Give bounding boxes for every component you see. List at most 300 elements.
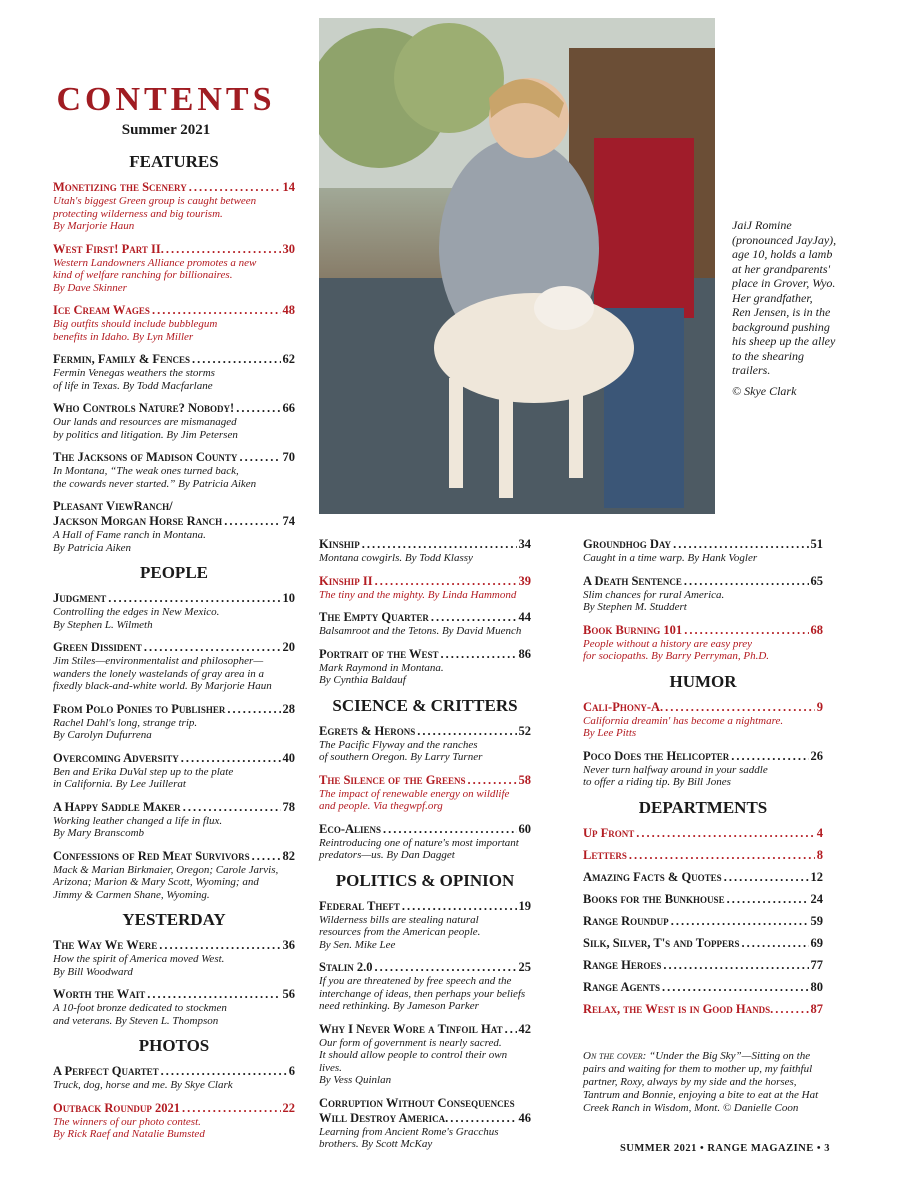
toc-entry-description: [319, 552, 531, 565]
toc-entry[interactable]: [319, 574, 531, 602]
toc-entry-title-row: [53, 938, 295, 953]
toc-entry-title: Jackson Morgan Horse Ranch: [53, 514, 223, 528]
toc-entry[interactable]: [319, 724, 531, 764]
page-title: CONTENTS: [56, 81, 276, 118]
toc-entry-description: [319, 1037, 531, 1087]
toc-entry[interactable]: [319, 610, 531, 638]
description-line: for sociopaths. By Barry Perryman, Ph.D.: [583, 650, 770, 662]
description-line: Truck, dog, horse and me. By Skye Clark: [53, 1079, 233, 1091]
toc-entry[interactable]: [53, 702, 295, 742]
dot-leader: [192, 352, 280, 367]
toc-entry-title: Ice Cream Wages: [53, 303, 150, 317]
section-departments: [583, 798, 823, 1017]
section-photos-continued: [319, 537, 531, 687]
caption-line: trailers.: [732, 363, 771, 377]
toc-entry-title: Range Heroes: [583, 957, 662, 972]
toc-entry-title-row: [53, 849, 295, 864]
toc-entry-title: A Death Sentence: [583, 573, 682, 588]
toc-entry-title: Green Dissident: [53, 640, 142, 654]
toc-entry-title: From Polo Ponies to Publisher: [53, 701, 226, 716]
toc-entry[interactable]: [53, 499, 295, 554]
dot-leader: [362, 537, 517, 552]
toc-entry-page: 24: [810, 891, 823, 906]
toc-entry[interactable]: [53, 640, 295, 693]
dot-leader: [673, 537, 808, 552]
toc-entry-title-row: [53, 591, 295, 606]
toc-entry-page: 4: [816, 825, 823, 840]
toc-entry-title-row: [53, 640, 295, 655]
toc-entry-title: Poco Does the Helicopter: [583, 748, 730, 763]
toc-entry-page: 22: [282, 1100, 295, 1115]
description-line: and veterans. By Steven L. Thompson: [53, 1014, 219, 1027]
section-features: [53, 152, 295, 554]
toc-entry-page: 20: [282, 640, 295, 654]
description-line: Balsamroot and the Tetons. By David Muench: [319, 625, 522, 637]
toc-entry-title: The Jacksons of Madison County: [53, 450, 238, 464]
dot-leader: [505, 1022, 517, 1037]
caption-line: (pronounced JayJay),: [732, 232, 837, 247]
section-heading: DEPARTMENTS: [638, 797, 768, 817]
description-line: and people. Via thegwpf.org: [319, 800, 443, 812]
dot-leader: [161, 1064, 287, 1079]
description-line: Learning from Ancient Rome's Gracchus: [319, 1125, 499, 1138]
toc-entry-description: [319, 662, 531, 687]
description-line: Montana cowgirls. By Todd Klassy: [319, 552, 473, 564]
toc-entry-title-row: [583, 623, 823, 638]
description-line: benefits in Idaho. By Lyn Miller: [53, 330, 194, 343]
dot-leader: [731, 749, 808, 764]
toc-entry-description: [319, 739, 531, 764]
description-line: By Cynthia Baldauf: [319, 674, 406, 686]
toc-entry-page: 62: [282, 352, 295, 366]
toc-entry[interactable]: [583, 892, 823, 907]
toc-entry-title-row: [53, 800, 295, 815]
toc-entry[interactable]: [583, 980, 823, 995]
toc-entry-description: [319, 914, 531, 952]
section-heading: SCIENCE & CRITTERS: [332, 695, 518, 715]
description-line: Caught in a time warp. By Hank Vogler: [583, 552, 758, 564]
cover-note-text: “Under the Big Sky”—Sitting on the pairs and waiting for them to mother up, my faithful partner, Roxy, always by my side and the horses, Tantrum and Bonnie, enjoying a bite to eat at the Hat Creek Ranch in Wisdom, Mont. © Danielle Coon: [583, 1050, 819, 1114]
toc-entry-title-row: [319, 899, 531, 914]
caption-line: JaiJ Romine: [732, 218, 792, 232]
toc-entry-page: 28: [282, 701, 295, 716]
toc-entry[interactable]: [583, 623, 823, 663]
description-line: by politics and litigation. By Jim Petersen: [53, 428, 238, 441]
toc-entry[interactable]: [319, 647, 531, 687]
dot-leader: [742, 936, 809, 951]
toc-entry-title-row: [319, 724, 531, 739]
description-line: A Hall of Fame ranch in Montana.: [53, 529, 206, 541]
toc-entry-page: 44: [518, 610, 531, 624]
toc-entry[interactable]: [583, 826, 823, 841]
dot-leader: [166, 242, 281, 257]
toc-entry-title-row: [53, 401, 295, 416]
toc-entry[interactable]: [53, 849, 295, 902]
toc-entry-description: [319, 589, 531, 602]
caption-line: Ren Jensen, is in the: [732, 305, 831, 319]
description-line: predators—us. By Dan Dagget: [319, 849, 455, 861]
dot-leader: [431, 610, 517, 625]
description-line: protecting wilderness and big tourism.: [53, 207, 223, 220]
toc-entry[interactable]: [53, 180, 295, 233]
description-line: California dreamin' has become a nightmare.: [583, 714, 784, 727]
toc-entry[interactable]: [583, 749, 823, 789]
toc-entry-page: 70: [282, 450, 295, 464]
description-line: Reintroducing one of nature's most important: [319, 836, 519, 849]
dot-leader: [684, 574, 809, 589]
toc-entry-description: [53, 815, 295, 840]
toc-entry-description: [583, 552, 823, 565]
toc-entry[interactable]: [53, 987, 295, 1027]
toc-entry-title: Overcoming Adversity: [53, 750, 179, 765]
dot-leader: [236, 401, 280, 416]
page-footer: SUMMER 2021 • RANGE MAGAZINE • 3: [619, 1143, 830, 1154]
toc-entry-title: Judgment: [53, 591, 107, 605]
toc-entry-page: 68: [810, 622, 823, 637]
toc-entry-title: Relax, the West is in Good Hands.: [583, 1001, 774, 1016]
toc-entry[interactable]: [53, 242, 295, 295]
toc-entry-title: Stalin 2.0: [319, 960, 373, 974]
toc-entry-title: Why I Never Wore a Tinfoil Hat: [319, 1021, 503, 1036]
toc-entry-title-row: [53, 303, 295, 318]
description-line: By Patricia Aiken: [53, 541, 131, 554]
toc-entry-title-row: [583, 870, 823, 885]
description-line: Never turn halfway around in your saddle: [583, 763, 768, 776]
toc-entry-description: [583, 764, 823, 789]
toc-entry[interactable]: [53, 352, 295, 392]
toc-entry-page: 14: [282, 180, 295, 194]
dot-leader: [108, 591, 280, 606]
section-heading: PEOPLE: [139, 563, 208, 582]
description-line: By Stephen L. Wilmeth: [53, 618, 153, 631]
toc-entry-title-row: [319, 773, 531, 788]
toc-entry-description: [53, 1116, 295, 1141]
toc-entry-title-row: [583, 749, 823, 764]
toc-entry-description: [53, 1002, 295, 1027]
toc-entry[interactable]: [53, 303, 295, 343]
section-science: [319, 696, 531, 862]
section-humor: [583, 672, 823, 789]
description-line: fixedly black-and-white world. By Marjorie Haun: [53, 680, 272, 692]
toc-entry[interactable]: [583, 1002, 823, 1017]
toc-entry-description: [583, 715, 823, 740]
description-line: in California. By Lee Juillerat: [53, 778, 186, 790]
caption-line: his sheep up the alley: [732, 334, 836, 348]
issue-date: Summer 2021: [121, 122, 211, 138]
toc-entry-page: 65: [810, 573, 823, 588]
toc-entry[interactable]: [319, 899, 531, 952]
toc-entry-page: 48: [282, 303, 295, 317]
caption-line: age 10, holds a lamb: [732, 247, 833, 261]
toc-entry-title: Portrait of the West: [319, 646, 439, 661]
toc-entry-title: Confessions of Red Meat Survivors: [53, 848, 250, 863]
toc-entry-page: 87: [810, 1001, 823, 1016]
toc-entry-page: 8: [816, 847, 823, 862]
toc-entry[interactable]: [53, 938, 295, 978]
toc-entry-title: Outback Roundup 2021: [53, 1100, 181, 1115]
toc-entry-page: 26: [810, 748, 823, 763]
toc-entry[interactable]: [583, 958, 823, 973]
toc-entry-description: [53, 864, 295, 902]
toc-entry-description: [319, 788, 531, 813]
toc-entry-title: A Happy Saddle Maker: [53, 799, 181, 814]
toc-entry-title-row: [583, 848, 823, 863]
dot-leader: [375, 574, 517, 589]
section-yesterday: [53, 910, 295, 1027]
toc-entry-title: Eco-Aliens: [319, 821, 382, 836]
description-line: If you are threatened by free speech and the: [319, 975, 512, 987]
toc-entry-title-row: [53, 180, 295, 195]
description-line: Mark Raymond in Montana.: [319, 661, 444, 674]
description-line: By Bill Woodward: [53, 965, 133, 978]
section-heading: FEATURES: [129, 152, 219, 171]
toc-entry-title-row: [53, 450, 295, 465]
toc-entry[interactable]: [583, 936, 823, 951]
section-heading: POLITICS & OPINION: [335, 870, 515, 890]
description-line: of life in Texas. By Todd Macfarlane: [53, 379, 213, 392]
toc-entry-description: [53, 416, 295, 441]
cover-photo: [319, 18, 715, 514]
dot-leader: [224, 514, 280, 529]
toc-entry-description: [53, 257, 295, 295]
dot-leader: [181, 751, 281, 766]
dot-leader: [665, 700, 815, 715]
description-line: wanders the lonely wastelands of gray area in a: [53, 667, 265, 680]
dot-leader: [636, 826, 814, 841]
toc-entry[interactable]: [53, 751, 295, 791]
photo-credit: © Skye Clark: [732, 383, 797, 398]
dot-leader: [724, 870, 809, 885]
toc-entry-title-row: [319, 610, 531, 625]
toc-entry-title-row: [583, 574, 823, 589]
toc-entry[interactable]: [53, 800, 295, 840]
toc-entry-title: Kinship II: [319, 573, 373, 588]
photo-girl-with-lamb-icon: [319, 18, 715, 514]
toc-entry-title: Groundhog Day: [583, 537, 672, 551]
toc-entry[interactable]: [319, 822, 531, 862]
dot-leader: [159, 938, 280, 953]
toc-entry-title-row: [319, 1022, 531, 1037]
toc-entry-page: 77: [810, 957, 823, 972]
toc-entry-page: 36: [282, 938, 295, 952]
caption-text: [732, 218, 872, 378]
toc-entry[interactable]: [583, 537, 823, 565]
column-left: [53, 152, 295, 1150]
toc-entry-page: 10: [282, 591, 295, 605]
toc-entry-description: [319, 1126, 531, 1151]
toc-entry[interactable]: [53, 591, 295, 631]
masthead: [30, 80, 302, 139]
toc-entry-description: [53, 318, 295, 343]
dot-leader: [183, 800, 281, 815]
dot-leader: [663, 958, 808, 973]
toc-entry-description: [53, 717, 295, 742]
toc-entry-title-row: [53, 751, 295, 766]
description-line: Mack & Marian Birkmaier, Oregon; Carole Jarvis,: [53, 863, 279, 876]
toc-entry-page: 51: [810, 537, 823, 551]
toc-entry[interactable]: [53, 1064, 295, 1092]
description-line: People without a history are easy prey: [583, 637, 753, 650]
toc-entry[interactable]: [583, 870, 823, 885]
cover-note: [583, 1050, 828, 1115]
section-right-top: [583, 537, 823, 663]
dot-leader: [252, 849, 281, 864]
caption-line: place in Grover, Wyo.: [732, 276, 836, 290]
description-line: interchange of ideas, then perhaps your beliefs: [319, 987, 526, 1000]
description-line: need rethinking. By Jameson Parker: [319, 1000, 479, 1012]
description-line: Jimmy & Carmen Shane, Wyoming.: [53, 888, 210, 901]
toc-entry-title: A Perfect Quartet: [53, 1064, 159, 1078]
description-line: Slim chances for rural America.: [583, 588, 725, 601]
toc-entry-title: Books for the Bunkhouse: [583, 891, 725, 906]
description-line: Fermin Venegas weathers the storms: [53, 367, 215, 379]
toc-entry-title-row: [583, 1002, 823, 1017]
toc-entry-title-row: [583, 826, 823, 841]
toc-entry-title-row: [53, 702, 295, 717]
dot-leader: [147, 987, 280, 1002]
dot-leader: [182, 1101, 280, 1116]
toc-entry-page: 58: [518, 772, 531, 787]
column-right: [583, 537, 823, 1024]
toc-entry-title: Letters: [583, 847, 627, 862]
toc-entry-title-row: [53, 242, 295, 257]
toc-entry-title-row: [319, 960, 531, 975]
toc-entry-title-row: [319, 1111, 531, 1126]
toc-entry-description: [53, 766, 295, 791]
section-people: [53, 563, 295, 901]
toc-entry-page: 69: [810, 935, 823, 950]
toc-entry-title-row: [319, 574, 531, 589]
caption-line: Her grandfather,: [732, 290, 813, 305]
toc-entry-description: [53, 367, 295, 392]
toc-entry-title: Kinship: [319, 537, 360, 551]
toc-entry-title-row: [583, 914, 823, 929]
toc-entry-page: 80: [810, 979, 823, 994]
dot-leader: [727, 892, 809, 907]
toc-entry-description: [53, 465, 295, 490]
toc-entry-title-line: Pleasant ViewRanch/: [53, 499, 173, 513]
toc-entry-title: The Silence of the Greens: [319, 772, 466, 787]
toc-entry[interactable]: [583, 700, 823, 740]
toc-entry-page: 12: [810, 869, 823, 884]
toc-entry-page: 82: [282, 848, 295, 863]
toc-entry-page: 46: [518, 1110, 531, 1125]
description-line: By Sen. Mike Lee: [319, 938, 396, 951]
description-line: Our form of government is nearly sacred.: [319, 1036, 502, 1049]
dot-leader: [375, 960, 517, 975]
toc-entry-title-row: [583, 892, 823, 907]
dot-leader: [450, 1111, 516, 1126]
dot-leader: [152, 303, 281, 318]
description-line: Utah's biggest Green group is caught between: [53, 195, 257, 207]
toc-entry-page: 60: [518, 821, 531, 836]
toc-entry-page: 74: [282, 514, 295, 528]
toc-entry-page: 30: [282, 241, 295, 256]
toc-entry-title: Up Front: [583, 825, 635, 840]
description-line: The winners of our photo contest.: [53, 1115, 201, 1128]
description-line: Wilderness bills are stealing natural: [319, 913, 479, 926]
description-line: By Rick Raef and Natalie Bumsted: [53, 1128, 205, 1140]
toc-entry-page: 86: [518, 646, 531, 661]
toc-entry-title-row: [583, 537, 823, 552]
toc-entry[interactable]: [53, 1101, 295, 1141]
toc-entry-title: Cali-Phony-A.: [583, 699, 664, 714]
description-line: The impact of renewable energy on wildlife: [319, 787, 510, 800]
toc-entry[interactable]: [319, 537, 531, 565]
column-middle: [319, 537, 531, 1160]
toc-entry-title-row: [53, 1064, 295, 1079]
dot-leader: [671, 914, 809, 929]
description-line: In Montana, “The weak ones turned back,: [53, 465, 239, 477]
toc-entry[interactable]: [319, 773, 531, 813]
toc-entry[interactable]: [53, 401, 295, 441]
caption-line: background pushing: [732, 319, 830, 334]
toc-entry[interactable]: [319, 960, 531, 1013]
toc-entry-title: Federal Theft: [319, 898, 400, 913]
description-line: to offer a riding tip. By Bill Jones: [583, 776, 731, 788]
dot-leader: [662, 980, 808, 995]
toc-entry-title-row: [53, 1101, 295, 1116]
toc-entry-description: [53, 1079, 295, 1092]
description-line: Jim Stiles—environmentalist and philosopher—: [53, 655, 264, 667]
toc-entry-description: [583, 638, 823, 663]
dot-leader: [629, 848, 815, 863]
photo-caption: [732, 218, 872, 398]
toc-entry-page: 66: [282, 401, 295, 415]
toc-entry-title: Who Controls Nature? Nobody!: [53, 401, 235, 415]
dot-leader: [402, 899, 517, 914]
toc-entry-title: Fermin, Family & Fences: [53, 352, 191, 366]
toc-entry[interactable]: [53, 450, 295, 490]
description-line: Rachel Dahl's long, strange trip.: [53, 716, 198, 729]
caption-line: at her grandparents': [732, 261, 831, 276]
toc-entry-description: [319, 625, 531, 638]
section-politics: [319, 871, 531, 1151]
description-line: Controlling the edges in New Mexico.: [53, 606, 220, 618]
dot-leader: [383, 822, 516, 837]
toc-entry[interactable]: [319, 1096, 531, 1151]
toc-entry-title-row: [319, 537, 531, 552]
toc-entry-title-row: [319, 647, 531, 662]
dot-leader: [775, 1002, 808, 1017]
toc-entry-title-row: [583, 980, 823, 995]
description-line: Big outfits should include bubblegum: [53, 318, 218, 330]
toc-entry-description: [53, 953, 295, 978]
toc-entry-page: 9: [816, 699, 823, 714]
toc-entry-page: 59: [810, 913, 823, 928]
description-line: resources from the American people.: [319, 926, 481, 938]
toc-entry-description: [53, 655, 295, 693]
toc-entry-title-row: [53, 987, 295, 1002]
toc-entry[interactable]: [583, 914, 823, 929]
toc-entry[interactable]: [319, 1022, 531, 1087]
cover-note-lead: On the cover:: [583, 1050, 647, 1062]
toc-entry-title: Monetizing the Scenery: [53, 180, 187, 194]
description-line: By Marjorie Haun: [53, 220, 135, 232]
toc-entry[interactable]: [583, 574, 823, 614]
toc-entry-title: Silk, Silver, T's and Toppers: [583, 935, 740, 950]
toc-entry[interactable]: [583, 848, 823, 863]
description-line: The tiny and the mighty. By Linda Hammond: [319, 588, 517, 601]
toc-entry-title: Amazing Facts & Quotes: [583, 869, 722, 884]
toc-entry-page: 78: [282, 799, 295, 814]
toc-entry-title: West First! Part II.: [53, 241, 164, 256]
toc-entry-page: 25: [518, 960, 531, 974]
toc-entry-description: [53, 529, 295, 554]
description-line: the cowards never started.” By Patricia Aiken: [53, 477, 257, 490]
toc-entry-title: Range Agents: [583, 979, 661, 994]
section-heading: HUMOR: [669, 671, 737, 691]
